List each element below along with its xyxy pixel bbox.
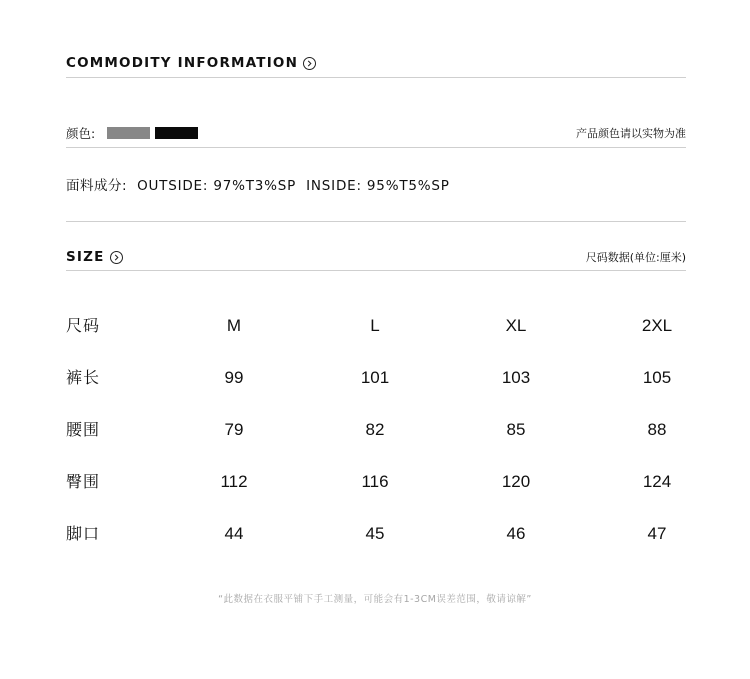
row-label: 裤长 <box>66 368 101 387</box>
table-cell: 82 <box>365 420 385 439</box>
table-cell: 47 <box>647 524 667 543</box>
commodity-header <box>66 55 686 71</box>
divider <box>66 77 686 78</box>
table-cell: 79 <box>224 420 244 439</box>
table-row <box>66 416 686 468</box>
color-swatch-grey <box>107 127 150 139</box>
table-cell: XL <box>505 316 527 335</box>
color-swatch-black <box>155 127 198 139</box>
table-cell: 46 <box>506 524 526 543</box>
fabric-label: 面料成分: <box>66 178 128 194</box>
table-cell: 2XL <box>641 316 673 335</box>
size-header-left <box>66 249 123 265</box>
divider <box>66 221 686 222</box>
size-unit-note: 尺码数据(单位:厘米) <box>585 251 686 264</box>
row-label: 尺码 <box>66 316 101 335</box>
color-row <box>66 124 686 142</box>
divider <box>66 270 686 271</box>
table-cell: 120 <box>501 472 531 491</box>
color-note: 产品颜色请以实物为准 <box>576 127 686 140</box>
row-label: 臀围 <box>66 472 101 491</box>
size-table <box>66 312 686 572</box>
table-cell: L <box>370 316 380 335</box>
table-cell: 85 <box>506 420 526 439</box>
table-cell: 124 <box>642 472 672 491</box>
fabric-inside: INSIDE: 95%T5%SP <box>306 178 450 194</box>
color-left <box>66 124 198 142</box>
fabric-composition <box>66 174 450 194</box>
size-title: SIZE <box>66 249 105 265</box>
divider <box>66 147 686 148</box>
table-cell: 112 <box>220 472 248 491</box>
row-label: 脚口 <box>66 524 101 543</box>
row-label: 腰围 <box>66 420 101 439</box>
chevron-right-circle-icon <box>303 57 316 70</box>
fabric-outside: OUTSIDE: 97%T3%SP <box>137 178 297 194</box>
chevron-right-circle-icon <box>110 251 123 264</box>
size-header <box>66 249 686 265</box>
table-cell: M <box>226 316 242 335</box>
table-cell: 103 <box>501 368 531 387</box>
commodity-title: COMMODITY INFORMATION <box>66 55 299 71</box>
table-cell: 88 <box>647 420 667 439</box>
table-cell: 99 <box>224 368 244 387</box>
color-label: 颜色: <box>66 126 96 141</box>
table-cell: 105 <box>642 368 672 387</box>
measurement-footnote: “此数据在衣服平铺下手工测量，可能会有1-3CM误差范围，敬请谅解” <box>218 594 532 605</box>
table-cell: 44 <box>224 524 244 543</box>
table-row <box>66 520 686 572</box>
table-row <box>66 312 686 364</box>
table-cell: 45 <box>365 524 385 543</box>
table-cell: 101 <box>360 368 390 387</box>
table-row <box>66 468 686 520</box>
table-cell: 116 <box>361 472 389 491</box>
commodity-header-left <box>66 55 316 71</box>
table-row <box>66 364 686 416</box>
